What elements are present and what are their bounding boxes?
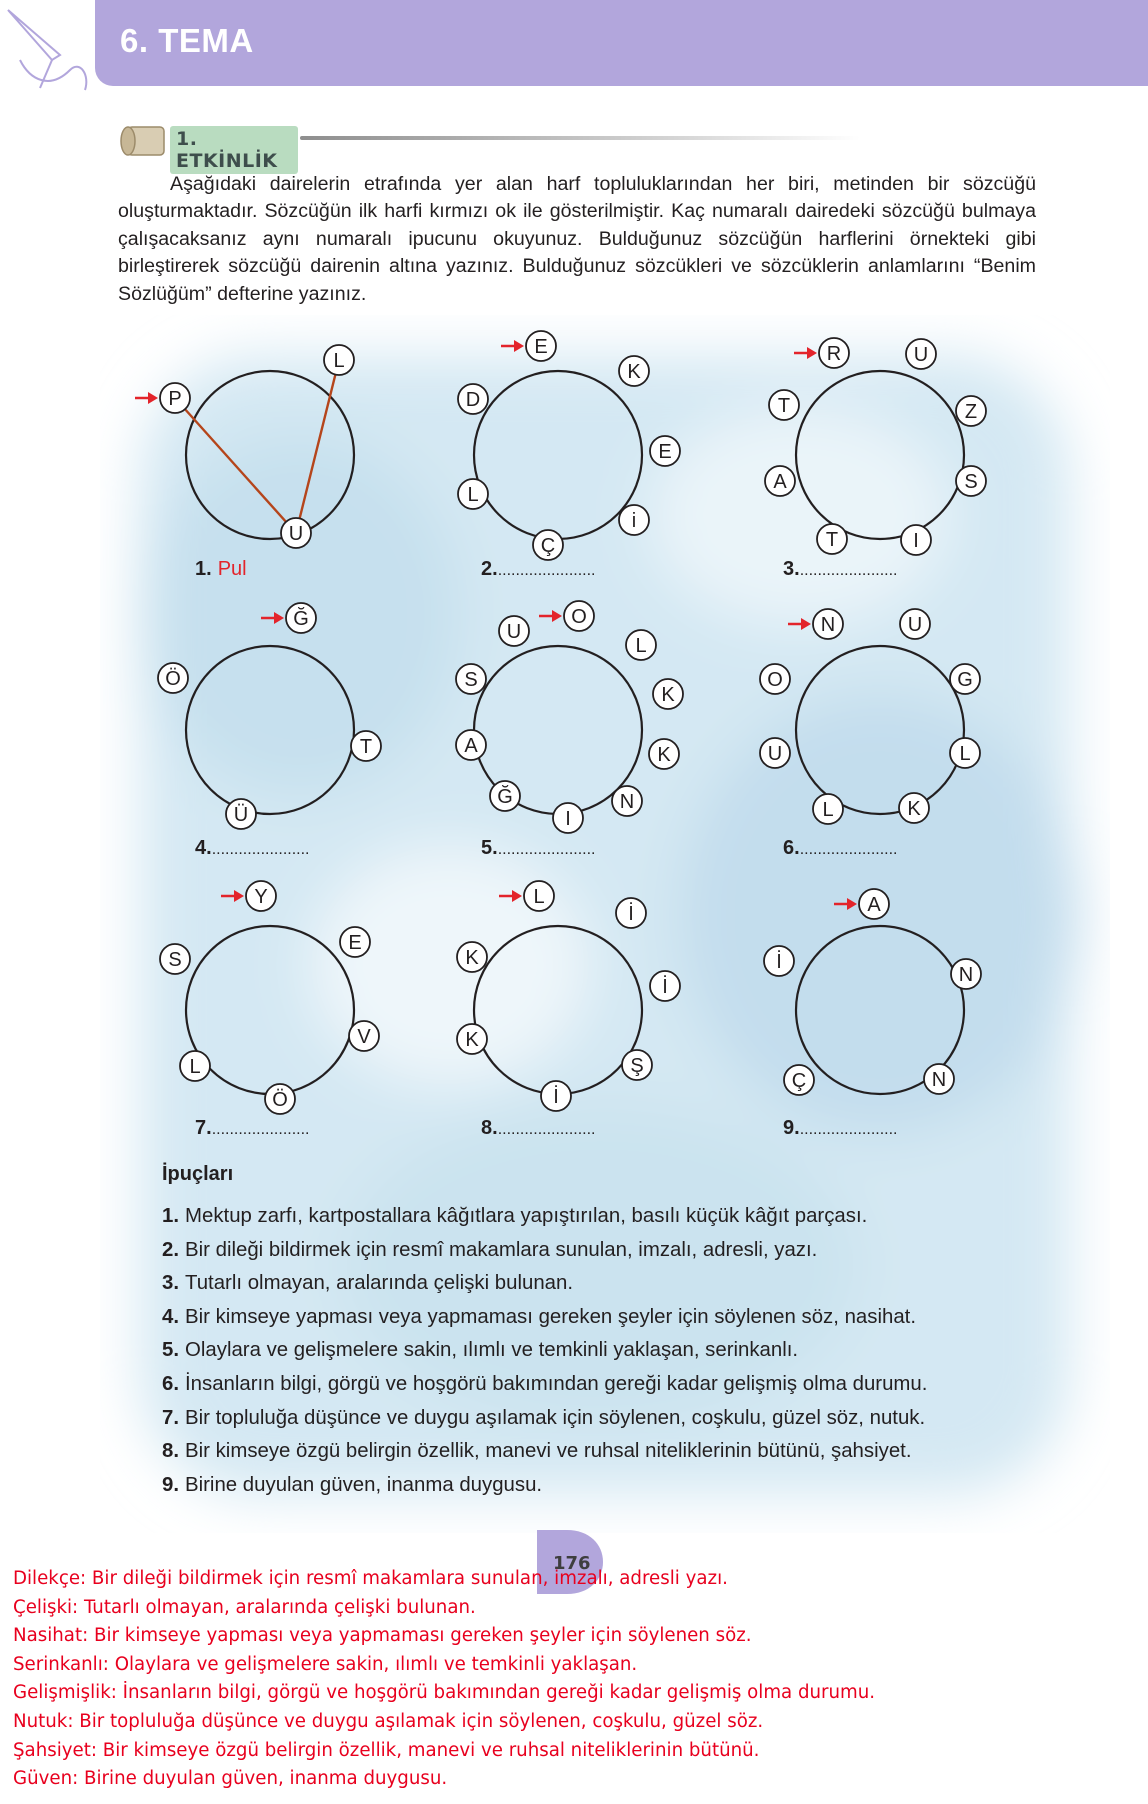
red-arrow-icon (794, 347, 817, 359)
letter: V (357, 1026, 371, 1048)
puzzle-circle (796, 646, 964, 814)
letter-badge (650, 436, 680, 466)
letter: İ (776, 951, 782, 973)
tip-text: Mektup zarfı, kartpostallara kâğıtlara yapıştırılan, basılı küçük kâğıt parçası. (185, 1205, 868, 1227)
letter: L (635, 635, 647, 657)
letter-badge (458, 479, 488, 509)
letter: I (565, 808, 571, 830)
instructions-text: Aşağıdaki dairelerin etrafında yer alan harf topluluklarından her biri, metinden bir sözcüğü oluşturmaktadır. Sözcüğün ilk harfi kırmızı ok ile gösterilmiştir. Kaç numaralı dairedeki sözcüğü bulmaya çalışacaksanız aynı numaralı ipucunu okuyunuz. Bulduğunuz sözcüğün harflerini örnekteki gibi birleştirerek sözcüğü dairenin altına yazınız. Bulduğunuz sözcükleri ve sözcüklerin anlamlarını “Benim Sözlüğüm” defterine yazınız. (118, 173, 1036, 305)
letter-badge (764, 946, 794, 976)
tip-text: Bir kimseye özgü belirgin özellik, manevi ve ruhsal niteliklerinin bütünü, şahsiyet. (185, 1440, 912, 1463)
puzzle-4 (158, 603, 381, 859)
puzzle-circle (474, 371, 642, 539)
letter: L (467, 484, 479, 506)
letter: K (657, 744, 671, 766)
letter: Y (254, 886, 268, 908)
letter-badge (649, 739, 679, 769)
tip-number: 7. (162, 1406, 180, 1429)
answer-note: Serinkanlı: Olaylara ve gelişmelere sakin, ılımlı ve temkinli yaklaşan. (13, 1653, 638, 1675)
letter: P (168, 388, 182, 410)
tip-item (162, 1301, 1062, 1335)
letter-badge (456, 664, 486, 694)
letter-badge (956, 396, 986, 426)
letter-badge (265, 1084, 295, 1114)
letter: I (913, 530, 919, 552)
tip-number: 1. (162, 1205, 180, 1227)
answer-slot: 4....................... (195, 837, 310, 859)
answer-note: Şahsiyet: Bir kimseye özgü belirgin özellik, manevi ve ruhsal niteliklerinin bütünü. (13, 1739, 760, 1761)
answer-note: Nasihat: Bir kimseye yapması veya yapmaması gereken şeyler için söylenen söz. (13, 1625, 752, 1647)
answer-note: Gelişmişlik: İnsanların bilgi, görgü ve hoşgörü bakımından gereği kadar gelişmiş olma durumu. (13, 1682, 876, 1704)
tip-number: 4. (162, 1305, 180, 1328)
tip-item (162, 1334, 1062, 1368)
example-connection-line (175, 360, 339, 533)
letter-badge (281, 518, 311, 548)
letter: İ (662, 976, 668, 998)
letter-badge (160, 944, 190, 974)
letter-badge (351, 731, 381, 761)
letter-badge (226, 799, 256, 829)
letter: İ (628, 903, 634, 925)
letter-badge (769, 390, 799, 420)
first-letter-badge (819, 338, 849, 368)
letter: Ğ (497, 786, 513, 808)
letter: L (333, 350, 345, 372)
letter: K (465, 947, 479, 969)
page-number: 176 (553, 1553, 591, 1574)
activity-label: 1. ETKİNLİK (170, 126, 298, 174)
letter: U (913, 344, 929, 366)
answer-slot: 2....................... (481, 558, 596, 580)
letter: N (619, 791, 635, 813)
letter: K (907, 798, 921, 820)
tips-list (162, 1200, 1062, 1502)
letter: A (773, 471, 787, 493)
tip-text: Bir dileği bildirmek için resmî makamlara sunulan, imzalı, adresli, yazı. (185, 1238, 818, 1261)
puzzle-6 (760, 609, 980, 859)
puzzle-8 (457, 881, 680, 1139)
answer-slot: 7....................... (195, 1117, 310, 1139)
letter-badge (650, 971, 680, 1001)
tip-number: 6. (162, 1372, 180, 1395)
letter-badge (340, 927, 370, 957)
answer-slot: 8....................... (481, 1117, 596, 1139)
letter-badge (456, 730, 486, 760)
tip-item (162, 1469, 1062, 1503)
letter-badge (653, 679, 683, 709)
letter: N (931, 1069, 947, 1091)
letter-badge (533, 530, 563, 560)
first-letter-badge (859, 889, 889, 919)
letter-badge (457, 942, 487, 972)
letter: S (964, 471, 978, 493)
letter-badge (950, 738, 980, 768)
letter: R (826, 343, 842, 365)
letter: K (465, 1029, 479, 1051)
tip-number: 8. (162, 1440, 180, 1463)
first-letter-badge (246, 881, 276, 911)
letter: İ (553, 1086, 559, 1108)
letter: L (959, 743, 971, 765)
letter-badge (951, 959, 981, 989)
tip-text: Birine duyulan güven, inanma duygusu. (185, 1473, 543, 1496)
letter: T (359, 736, 373, 758)
letter: O (767, 669, 783, 691)
letter-badge (900, 609, 930, 639)
letter-badge (180, 1051, 210, 1081)
letter-badge (817, 524, 847, 554)
letter-badge (760, 664, 790, 694)
answer-note: Güven: Birine duyulan güven, inanma duygusu. (13, 1768, 448, 1790)
answer-note: Dilekçe: Bir dileği bildirmek için resmî makamlara sunulan, imzalı, adresli yazı. (13, 1568, 728, 1589)
letter: T (777, 395, 791, 417)
tip-item (162, 1402, 1062, 1436)
tip-item (162, 1435, 1062, 1469)
letter: T (825, 529, 839, 551)
answer-notes (13, 1565, 1133, 1794)
letter: Ö (165, 668, 181, 690)
letter-badge (950, 664, 980, 694)
first-letter-badge (813, 609, 843, 639)
answer-note: Nutuk: Bir topluluğa düşünce ve duygu aşılamak için söylenen, coşkulu, güzel söz. (13, 1710, 764, 1732)
letter-badge (784, 1065, 814, 1095)
letter-badge (541, 1081, 571, 1111)
puzzle-1 (135, 345, 354, 580)
first-letter-badge (564, 601, 594, 631)
letter: U (288, 523, 304, 545)
first-letter-badge (160, 383, 190, 413)
letter: L (533, 886, 545, 908)
letter: O (571, 606, 587, 628)
letter-badge (924, 1064, 954, 1094)
puzzle-9 (764, 889, 981, 1139)
letter-badge (324, 345, 354, 375)
letter-badge (956, 466, 986, 496)
letter-badge (619, 505, 649, 535)
tip-item (162, 1234, 1062, 1268)
letter: E (658, 441, 672, 463)
letter: i (631, 510, 637, 532)
letter: Ç (791, 1070, 807, 1092)
letter-badge (813, 794, 843, 824)
letter: Ş (630, 1055, 644, 1077)
puzzle-5 (456, 601, 683, 859)
first-letter-badge (526, 331, 556, 361)
letter-badge (626, 630, 656, 660)
red-arrow-icon (499, 890, 522, 902)
letter: Ç (540, 535, 556, 557)
red-arrow-icon (135, 392, 158, 404)
letter: Z (964, 401, 978, 423)
answer-slot: 5....................... (481, 837, 596, 859)
letter: K (661, 684, 675, 706)
letter-badge (622, 1050, 652, 1080)
first-letter-badge (524, 881, 554, 911)
red-arrow-icon (221, 890, 244, 902)
letter-badge (612, 786, 642, 816)
tip-item (162, 1267, 1062, 1301)
letter: D (465, 389, 481, 411)
answer-slot: 6....................... (783, 837, 898, 859)
tip-number: 3. (162, 1272, 180, 1295)
puzzle-circle (796, 371, 964, 539)
answer-slot: 1. Pul (195, 558, 247, 580)
letter: N (820, 614, 836, 636)
letter-badge (349, 1021, 379, 1051)
answer-note: Çelişki: Tutarlı olmayan, aralarında çelişki bulunan. (13, 1596, 476, 1618)
puzzle-circle (186, 926, 354, 1094)
letter: U (907, 614, 923, 636)
letter: A (867, 894, 881, 916)
puzzle-7 (160, 881, 379, 1139)
letter-badge (619, 356, 649, 386)
puzzle-circle (474, 926, 642, 1094)
letter-badge (901, 525, 931, 555)
letter: A (464, 735, 478, 757)
tip-text: Tutarlı olmayan, aralarında çelişki bulunan. (185, 1272, 574, 1295)
red-arrow-icon (788, 618, 811, 630)
red-arrow-icon (261, 612, 284, 624)
tip-number: 5. (162, 1339, 180, 1362)
letter-badge (765, 466, 795, 496)
letter: L (189, 1056, 201, 1078)
letter-badge (616, 898, 646, 928)
tip-text: Bir topluluğa düşünce ve duygu aşılamak için söylenen, coşkulu, güzel söz, nutuk. (185, 1406, 926, 1429)
tips-title: İpuçları (162, 1163, 234, 1185)
letter-badge (553, 803, 583, 833)
tip-item (162, 1200, 1062, 1234)
letter: K (627, 361, 641, 383)
tip-item (162, 1368, 1062, 1402)
tip-text: Bir kimseye yapması veya yapmaması gereken şeyler için söylenen söz, nasihat. (185, 1305, 917, 1328)
letter: U (767, 743, 783, 765)
tip-number: 9. (162, 1473, 180, 1496)
letter: S (464, 669, 478, 691)
letter-badge (899, 793, 929, 823)
letter: Ğ (293, 608, 309, 630)
letter-badge (457, 1024, 487, 1054)
letter: L (822, 799, 834, 821)
letter: Ü (233, 804, 249, 826)
answer-slot: 3....................... (783, 558, 898, 580)
red-arrow-icon (834, 898, 857, 910)
red-arrow-icon (539, 610, 562, 622)
puzzle-2 (458, 331, 680, 580)
puzzle-circle (186, 646, 354, 814)
letter: S (168, 949, 182, 971)
letter: E (534, 336, 548, 358)
letter: N (958, 964, 974, 986)
tip-text: İnsanların bilgi, görgü ve hoşgörü bakımından gereği kadar gelişmiş olma durumu. (185, 1372, 928, 1395)
letter: G (957, 669, 973, 691)
letter: E (348, 932, 362, 954)
letter-badge (490, 781, 520, 811)
letter: U (506, 621, 522, 643)
letter-badge (760, 738, 790, 768)
first-letter-badge (286, 603, 316, 633)
letter-badge (906, 339, 936, 369)
puzzle-3 (765, 338, 986, 580)
letter-badge (158, 663, 188, 693)
letter-badge (458, 384, 488, 414)
answer-slot: 9....................... (783, 1117, 898, 1139)
page-title: 6. TEMA (120, 22, 254, 59)
letter: Ö (272, 1089, 288, 1111)
letter-badge (499, 616, 529, 646)
red-arrow-icon (501, 340, 524, 352)
tip-text: Olaylara ve gelişmelere sakin, ılımlı ve temkinli yaklaşan, serinkanlı. (185, 1339, 799, 1362)
tip-number: 2. (162, 1238, 180, 1261)
